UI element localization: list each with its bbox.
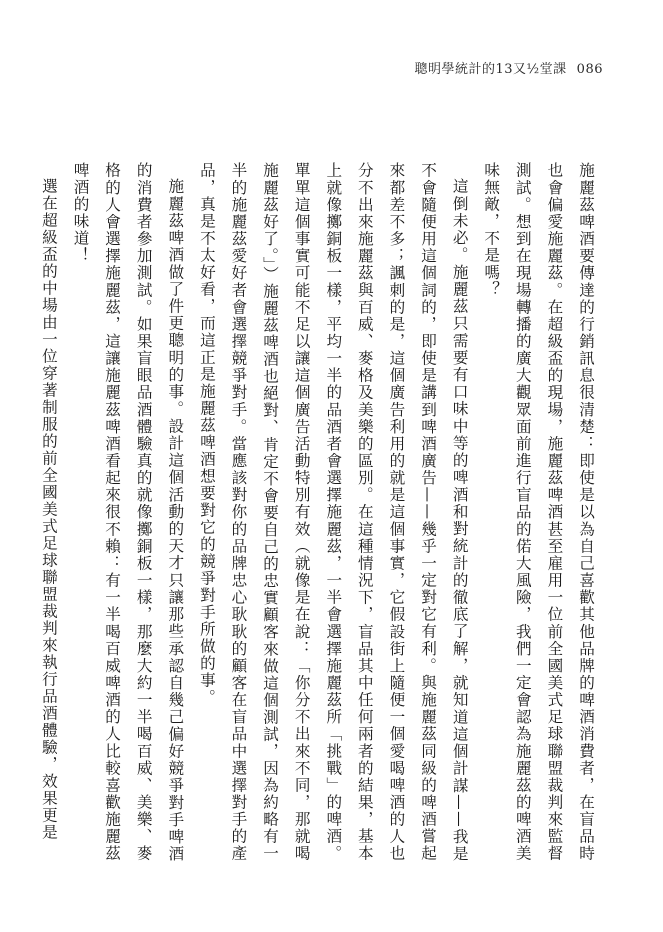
running-header [415,58,603,77]
book-title: 聰明學統計的13又½堂課 [414,62,567,77]
paragraph: 選在超級盃的中場由一位穿著制服的前全國美式足球聯盟裁判來執行品酒體驗，效果更是 [39,177,58,841]
paragraph: 施麗茲啤酒做了件更聰明的事。設計這個活動的天才只讓那些承認自幾己偏好競爭對手啤酒的消費者參加測試。如果盲眼品酒體驗真的就像擲銅板一樣，那麼大約一半喝百威、美樂、麥格的人會選擇施麗茲，這讓施麗茲啤酒看起來很不賴：有一半喝百威啤酒的人比較喜歡施麗茲啤酒的味道！ [71,162,185,862]
vertical-body-text [39,162,601,862]
page-number: 086 [576,62,603,77]
paragraph: 這倒未必。施麗茲只需要有口味中等的啤酒和對統計的徹底了解，就知道這個計謀——我是不會隨便用這個詞的，即使是講到啤酒廣告——幾乎一定對它有利。與施麗茲同級的啤酒嘗起來都差不多；諷刺的是，這個廣告利用的就是這個事實，它假設街上隨便一個愛喝啤酒的人也分不出來施麗茲與百威、麥格及美樂的區別。在這種情況下，盲品其中任何兩者的結果，基本上就像擲銅板一樣，平均一半的品酒者會選擇施麗茲，一半會選擇施麗茲所「挑戰」的啤酒。單單這個事實可能不足以讓這個廣告活動特別有效（就像是在說：「你分不出來不同，那就喝施麗茲好了。」）施麗茲啤酒也絕對、肯定不會要自己的忠實顧客來做這個測試，因為約略有一半的施麗茲愛好者會選擇競爭對手。當應該對你的品牌忠心耿耿的顧客在盲品中選擇對手的產品，真是不太好看，而這正是施麗茲啤酒想要對它的競爭對手所做的事。 [197,162,469,862]
paragraph: 施麗茲啤酒要傳達的行銷訊息很清楚：即使是以為自己喜歡其他品牌的啤酒消費者，在盲品時也會偏愛施麗茲。在超級盃的現場，施麗茲啤酒甚至雇用一位前全國美式足球聯盟裁判來監督測試。想到在現場轉播的廣大觀眾面前進行盲品的偌大風險，我們一定會認為施麗茲的啤酒美味無敵，不是嗎？ [482,162,595,862]
